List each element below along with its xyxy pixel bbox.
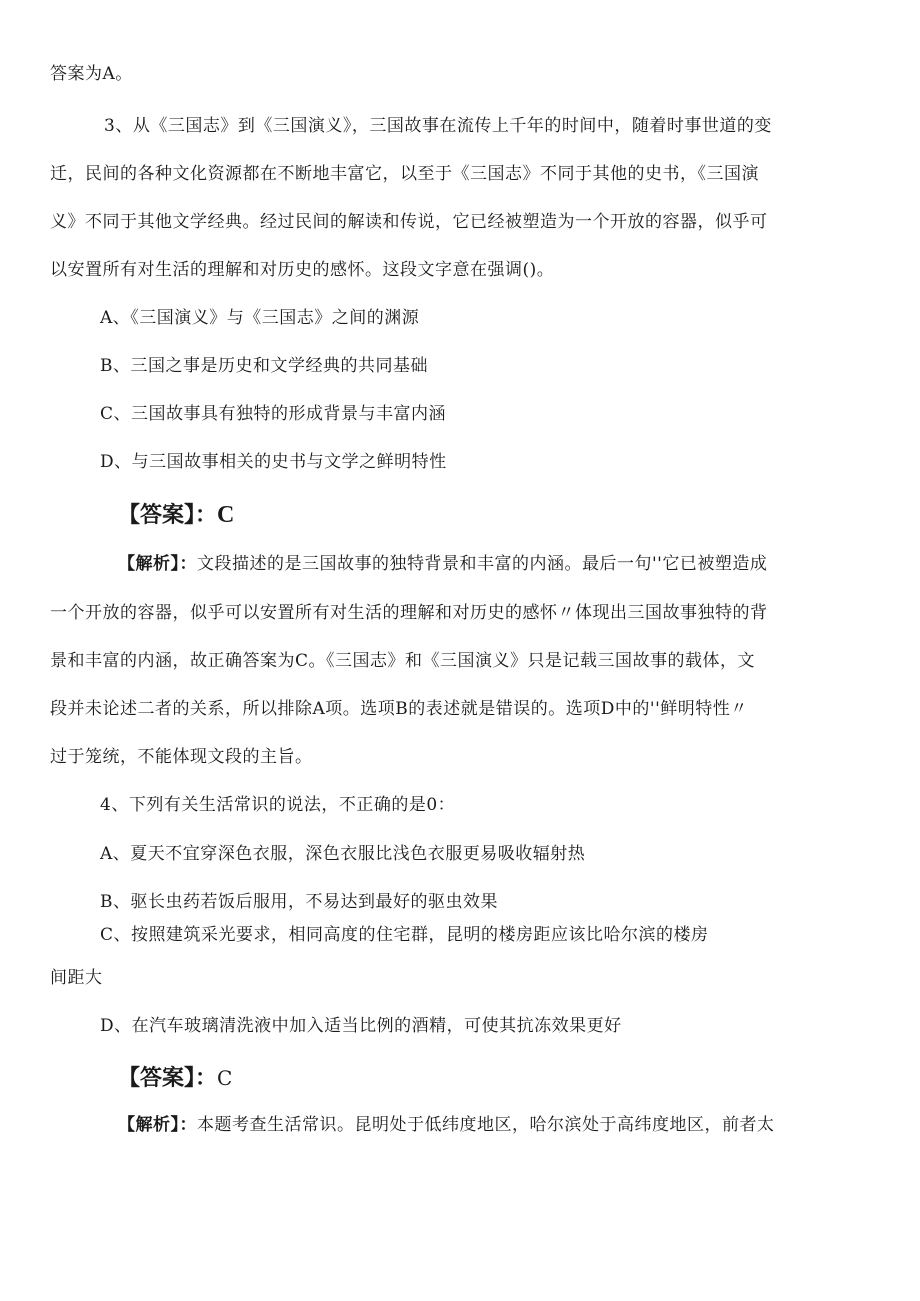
q3-analysis-label: 【解析】：: [118, 554, 197, 574]
q3-stem-line-4: 以安置所有对生活的理解和对历史的感怀。这段文字意在强调()。: [50, 260, 555, 280]
q4-option-d: D、在汽车玻璃清洗液中加入适当比例的酒精，可使其抗冻效果更好: [100, 1016, 622, 1036]
q3-answer: [118, 503, 234, 527]
q3-option-b: B、三国之事是历史和文学经典的共同基础: [100, 356, 428, 376]
q4-analysis-text-1: 本题考查生活常识。昆明处于低纬度地区，哈尔滨处于高纬度地区，前者太: [197, 1115, 775, 1135]
q3-option-d: D、与三国故事相关的史书与文学之鲜明特性: [100, 452, 447, 472]
q4-stem: 4、下列有关生活常识的说法，不正确的是0：: [100, 795, 456, 815]
q4-answer: [118, 1068, 232, 1090]
q3-answer-value: C: [217, 502, 235, 528]
q4-option-a: A、夏天不宜穿深色衣服，深色衣服比浅色衣服更易吸收辐射热: [100, 844, 586, 864]
q4-option-c-continued: 间距大: [50, 968, 103, 988]
q3-analysis-line-3: 景和丰富的内涵，故正确答案为C。《三国志》和《三国演义》只是记载三国故事的载体，文: [50, 651, 756, 671]
q3-analysis-line-1: [118, 556, 767, 573]
q3-stem-line-3: 义》不同于其他文学经典。经过民间的解读和传说，它已经被塑造为一个开放的容器，似乎可: [50, 212, 768, 232]
q3-answer-label: 【答案】：: [118, 503, 218, 528]
q3-analysis-line-2: 一个开放的容器，似乎可以安置所有对生活的理解和对历史的感怀〃体现出三国故事独特的背: [50, 603, 768, 623]
previous-answer-text: 答案为A。: [50, 64, 133, 84]
q4-answer-label: 【答案】：: [118, 1066, 218, 1091]
q4-option-b: B、驱长虫药若饭后服用，不易达到最好的驱虫效果: [100, 892, 498, 912]
q3-option-c: C、三国故事具有独特的形成背景与丰富内涵: [100, 404, 447, 424]
q4-analysis-line-1: [118, 1117, 775, 1134]
q4-answer-value: C: [217, 1066, 233, 1090]
q3-analysis-line-5: 过于笼统，不能体现文段的主旨。: [50, 747, 313, 767]
q3-option-a: A、《三国演义》与《三国志》之间的渊源: [100, 308, 420, 328]
q3-stem-line-1: 3、从《三国志》到《三国演义》，三国故事在流传上千年的时间中，随着时事世道的变: [104, 116, 772, 136]
q3-stem-line-2: 迁，民间的各种文化资源都在不断地丰富它，以至于《三国志》不同于其他的史书，《三国演: [50, 164, 759, 184]
q3-analysis-text-1: 文段描述的是三国故事的独特背景和丰富的内涵。最后一句''它已被塑造成: [197, 554, 768, 574]
q3-analysis-line-4: 段并未论述二者的关系，所以排除A项。选项B的表述就是错误的。选项D中的''鲜明特性〃: [50, 699, 748, 719]
q4-analysis-label: 【解析】：: [118, 1115, 197, 1135]
q4-option-c: C、按照建筑采光要求，相同高度的住宅群，昆明的楼房距应该比哈尔滨的楼房: [100, 925, 709, 945]
